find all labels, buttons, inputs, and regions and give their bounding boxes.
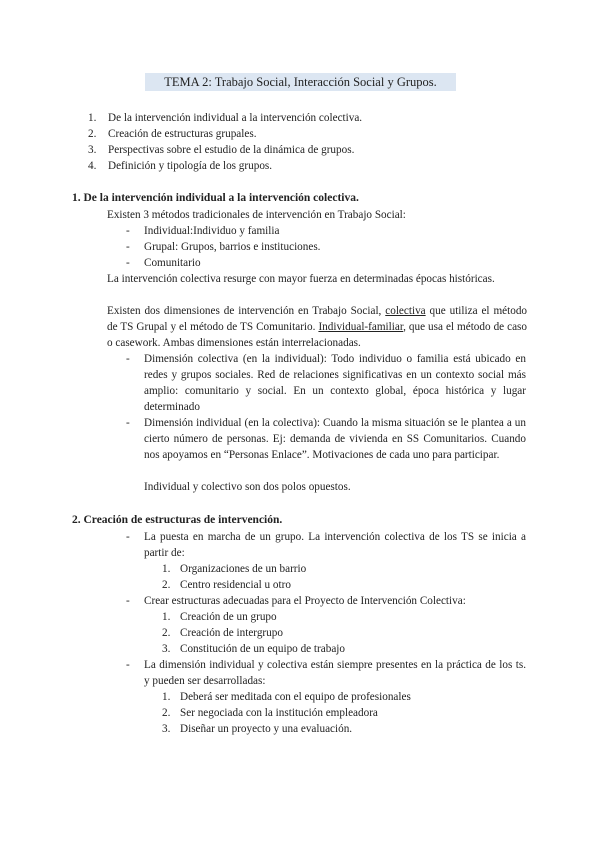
crear-estructuras-item: - Crear estructuras adecuadas para el Proyecto de Intervención Colectiva: — [126, 595, 466, 607]
toc-number: 1. — [88, 112, 97, 124]
toc-item — [88, 110, 488, 126]
dimension-individual-item: - Dimensión individual (en la colectiva): Cuando la misma situación se le plantea a un cierto número de personas. Ej: demanda de vivienda en SS Comunitarios. Cuando nos apoyamos en “Personas Enlace”. Motivaciones de cada uno para participar. — [126, 417, 526, 461]
polos-opuestos-text: Individual y colectivo son dos polos opuestos. — [144, 481, 351, 493]
toc-text: Creación de estructuras grupales. — [108, 128, 257, 140]
table-of-contents — [88, 110, 488, 174]
toc-item — [88, 142, 488, 158]
section-1-intro: Existen 3 métodos tradicionales de intervención en Trabajo Social: — [107, 209, 406, 221]
toc-text: Definición y tipología de los grupos. — [108, 160, 273, 172]
toc-text: Perspectivas sobre el estudio de la dinámica de grupos. — [108, 144, 355, 156]
section-1-heading: 1. De la intervención individual a la intervención colectiva. — [72, 192, 359, 204]
page-title: TEMA 2: Trabajo Social, Interacción Social y Grupos. — [145, 73, 456, 91]
dimension-colectiva-item: - Dimensión colectiva (en la individual): Todo individuo o familia está ubicado en redes y grupos sociales. Red de relaciones significativas en un contexto social más amplio: comunitario y social. En un contexto global, época histórica y lugar determinado — [126, 353, 526, 413]
sub-list-item: 1. Deberá ser meditada con el equipo de profesionales — [162, 691, 411, 703]
sub-list-item: 2. Ser negociada con la institución empleadora — [162, 707, 378, 719]
sub-list-item: 2. Creación de intergrupo — [162, 627, 283, 639]
sub-list-item: 2. Centro residencial u otro — [162, 579, 291, 591]
sub-list-item: 3. Constitución de un equipo de trabajo — [162, 643, 345, 655]
toc-number: 2. — [88, 128, 97, 140]
toc-text: De la intervención individual a la intervención colectiva. — [108, 112, 363, 124]
sub-list-item: 1. Organizaciones de un barrio — [162, 563, 307, 575]
toc-number: 4. — [88, 160, 97, 172]
section-2-heading: 2. Creación de estructuras de intervención. — [72, 514, 283, 526]
toc-item — [88, 158, 488, 174]
method-item: - Individual:Individuo y familia — [126, 225, 280, 237]
sub-list-item: 3. Diseñar un proyecto y una evaluación. — [162, 723, 353, 735]
method-item: - Grupal: Grupos, barrios e instituciones. — [126, 241, 321, 253]
resurge-paragraph: La intervención colectiva resurge con mayor fuerza en determinadas épocas históricas. — [107, 273, 495, 285]
dimension-practica-item: - La dimensión individual y colectiva están siempre presentes en la práctica de los ts. y pueden ser desarrolladas: — [126, 659, 526, 687]
puesta-en-marcha-item: - La puesta en marcha de un grupo. La intervención colectiva de los TS se inicia a partir de: — [126, 531, 526, 559]
method-item: - Comunitario — [126, 257, 201, 269]
dimensions-paragraph: Existen dos dimensiones de intervención en Trabajo Social, colectiva que utiliza el método de TS Grupal y el método de TS Comunitario. Individual-familiar, que usa el método de caso o casework. Ambas dimensiones están interrelacionadas. — [107, 305, 528, 349]
sub-list-item: 1. Creación de un grupo — [162, 611, 277, 623]
toc-item — [88, 126, 488, 142]
toc-number: 3. — [88, 144, 97, 156]
